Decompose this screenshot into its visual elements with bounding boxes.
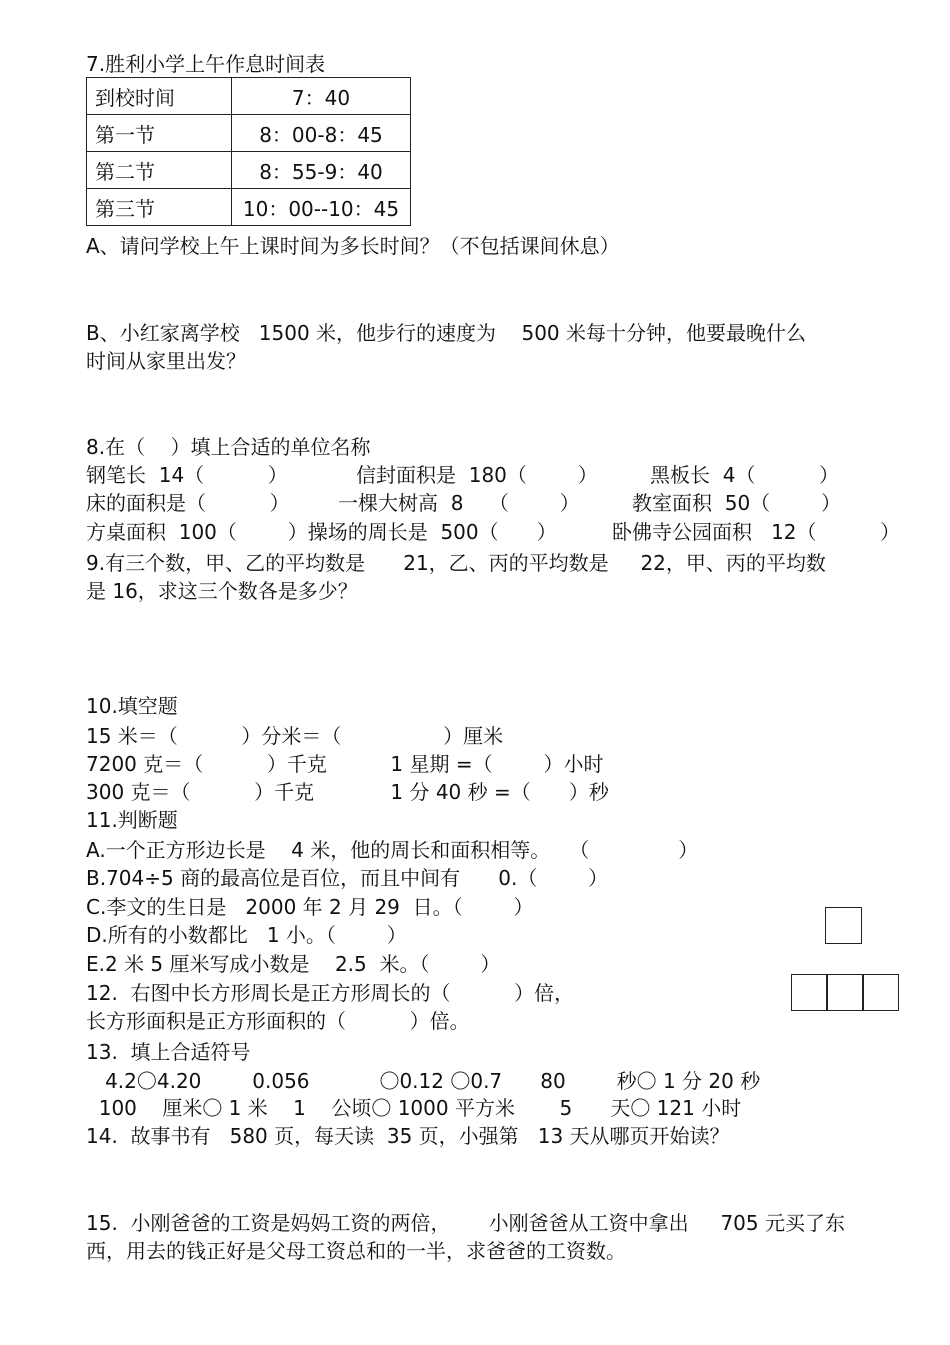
q7-title: 7.胜利小学上午作息时间表	[86, 52, 326, 76]
q13-line2: 100 厘米〇 1 米 1 公顷〇 1000 平方米 5 天〇 121 小时	[86, 1096, 742, 1120]
q9-line2: 是 16，求这三个数各是多少？	[86, 579, 358, 603]
q8-item: 黑板长 4（ ）	[650, 463, 840, 487]
q11-item: A.一个正方形边长是 4 米，他的周长和面积相等。 （ ）	[86, 838, 699, 862]
q10-title: 10.填空题	[86, 694, 178, 718]
table-cell-label: 到校时间	[87, 78, 232, 115]
q7-part-a: A、请问学校上午上课时间为多长时间？（不包括课间休息）	[86, 234, 620, 258]
q11-item: E.2 米 5 厘米写成小数是 2.5 米。（ ）	[86, 952, 501, 976]
q12-line2: 长方形面积是正方形面积的（ ）倍。	[86, 1009, 470, 1033]
table-cell-time: 8：55-9：40	[232, 152, 411, 189]
rectangle-divider	[826, 975, 828, 1010]
table-row	[87, 78, 411, 115]
q8-item: 床的面积是（ ）	[86, 491, 290, 515]
q14-text: 14. 故事书有 580 页，每天读 35 页，小强第 13 天从哪页开始读？	[86, 1124, 730, 1148]
square-figure	[825, 907, 862, 944]
q11-item: C.李文的生日是 2000 年 2 月 29 日。（ ）	[86, 895, 534, 919]
q9-line1: 9.有三个数，甲、乙的平均数是 21，乙、丙的平均数是 22，甲、丙的平均数	[86, 551, 826, 575]
table-row	[87, 189, 411, 226]
q8-item: 教室面积 50（ ）	[632, 491, 842, 515]
q10-line: 7200 克＝（ ）千克 1 星期 =（ ）小时	[86, 752, 604, 776]
q12-line1: 12. 右图中长方形周长是正方形周长的（ ）倍，	[86, 981, 575, 1005]
table-cell-time: 7：40	[232, 78, 411, 115]
table-cell-label: 第三节	[87, 189, 232, 226]
q15-line2: 西，用去的钱正好是父母工资总和的一半，求爸爸的工资数。	[86, 1239, 626, 1263]
q11-item: B.704÷5 商的最高位是百位，而且中间有 0.（ ）	[86, 866, 609, 890]
q8-item: 方桌面积 100（ ）操场的周长是 500（ ）	[86, 520, 557, 544]
q8-item: 一棵大树高 8 （ ）	[338, 491, 580, 515]
q7-part-b-line1: B、小红家离学校 1500 米，他步行的速度为 500 米每十分钟，他要最晚什么	[86, 321, 807, 345]
table-cell-time: 10：00--10：45	[232, 189, 411, 226]
q13-title: 13. 填上合适符号	[86, 1040, 251, 1064]
q13-line1: 4.2〇4.20 0.056 〇0.12 〇0.7 80 秒〇 1 分 20 秒	[86, 1069, 761, 1093]
q11-title: 11.判断题	[86, 808, 178, 832]
rectangle-divider	[862, 975, 864, 1010]
q10-line: 15 米＝（ ）分米＝（ ）厘米	[86, 724, 504, 748]
q15-line1: 15. 小刚爸爸的工资是妈妈工资的两倍， 小刚爸爸从工资中拿出 705 元买了东	[86, 1211, 845, 1235]
table-cell-time: 8：00-8：45	[232, 115, 411, 152]
table-cell-label: 第二节	[87, 152, 232, 189]
table-row	[87, 115, 411, 152]
rectangle-figure	[791, 974, 899, 1011]
q8-item: 信封面积是 180（ ）	[356, 463, 598, 487]
schedule-table	[86, 77, 411, 226]
q8-item: 钢笔长 14（ ）	[86, 463, 288, 487]
q10-line: 300 克＝（ ）千克 1 分 40 秒 =（ ）秒	[86, 780, 609, 804]
q11-item: D.所有的小数都比 1 小。（ ）	[86, 923, 407, 947]
q8-title: 8.在（ ）填上合适的单位名称	[86, 435, 371, 459]
q8-item: 卧佛寺公园面积 12（ ）	[612, 520, 901, 544]
table-cell-label: 第一节	[87, 115, 232, 152]
q7-part-b-line2: 时间从家里出发？	[86, 349, 246, 373]
table-row	[87, 152, 411, 189]
